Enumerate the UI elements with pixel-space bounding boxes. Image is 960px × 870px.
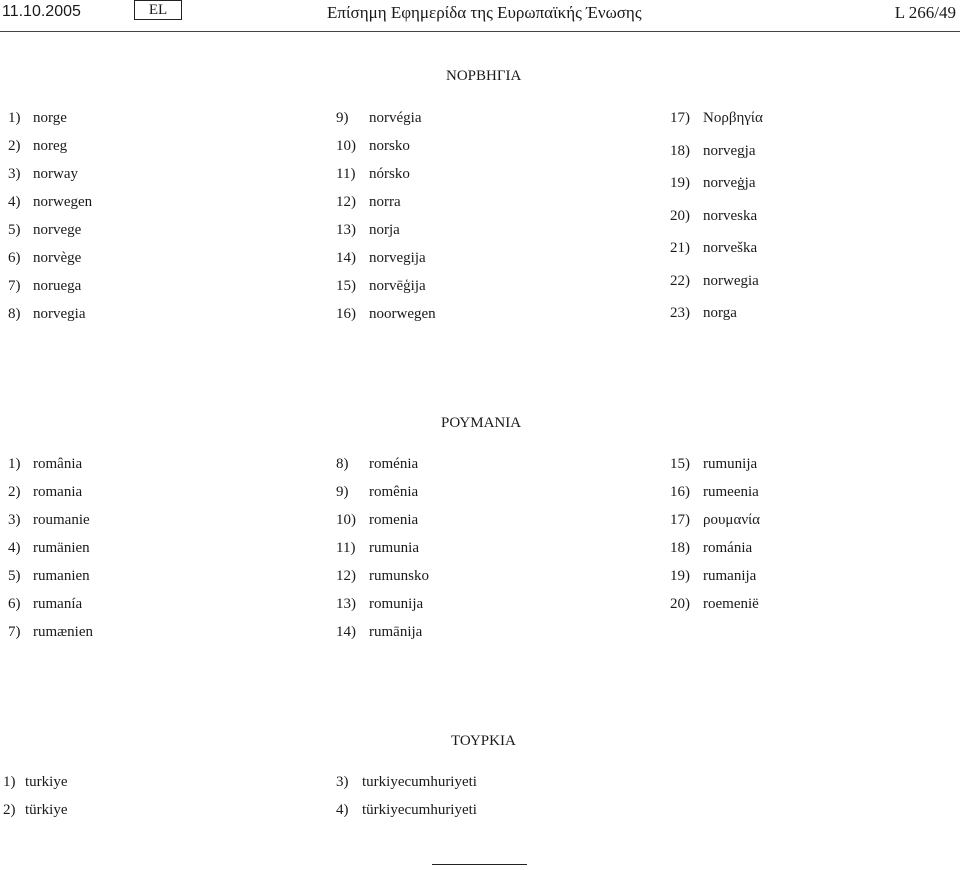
list-item	[336, 110, 421, 127]
item-term: norra	[369, 194, 401, 210]
item-number: 12)	[336, 568, 356, 584]
list-item	[8, 456, 82, 473]
item-term: norveska	[703, 207, 758, 224]
list-item	[8, 540, 90, 557]
list-item	[8, 194, 92, 211]
item-number: 14)	[336, 624, 356, 640]
item-number: 1)	[8, 456, 21, 472]
list-item	[336, 596, 423, 613]
footer-divider	[432, 864, 527, 865]
list-item	[8, 278, 81, 295]
item-number: 16)	[670, 484, 690, 500]
list-item	[3, 802, 68, 819]
item-term: norvegia	[33, 306, 86, 322]
list-item	[336, 774, 477, 791]
list-item	[336, 624, 422, 641]
list-item	[670, 305, 737, 322]
list-item	[670, 240, 757, 257]
item-term: norveġja	[703, 175, 756, 191]
item-term: rumanien	[33, 568, 90, 584]
item-term: roménia	[369, 456, 419, 472]
list-item	[336, 512, 418, 529]
item-term: rumeenia	[703, 484, 759, 500]
item-number: 9)	[336, 484, 349, 500]
item-term: rumänien	[33, 540, 90, 556]
item-number: 18)	[670, 142, 690, 159]
item-term: norge	[33, 110, 67, 126]
item-term: norga	[703, 305, 737, 321]
list-item	[8, 306, 85, 323]
item-term: norvegija	[369, 250, 426, 266]
item-number: 8)	[8, 306, 21, 322]
item-number: 23)	[670, 305, 690, 321]
item-term: romênia	[369, 484, 419, 500]
item-number: 7)	[8, 624, 21, 640]
list-item	[670, 273, 759, 290]
item-term: romunija	[369, 596, 424, 612]
item-number: 21)	[670, 240, 690, 256]
item-term: norvégia	[369, 110, 422, 126]
item-number: 6)	[8, 250, 21, 266]
journal-title: Επίσημη Εφημερίδα της Ευρωπαϊκής Ένωσης	[327, 3, 642, 22]
list-item	[670, 484, 759, 501]
item-term: norvege	[33, 222, 82, 238]
item-term: roemenië	[703, 596, 759, 612]
list-item	[336, 484, 418, 501]
item-term: norwegen	[33, 194, 93, 210]
list-item	[8, 138, 67, 155]
item-number: 7)	[8, 278, 21, 294]
item-term: nórsko	[369, 166, 410, 182]
list-item	[336, 456, 418, 473]
list-item	[336, 540, 419, 557]
item-term: romania	[33, 484, 83, 500]
item-number: 15)	[336, 278, 356, 294]
item-number: 16)	[336, 306, 356, 322]
list-item	[8, 250, 81, 267]
item-term: norveška	[703, 240, 758, 256]
item-number: 2)	[3, 802, 16, 818]
list-item	[8, 110, 67, 127]
item-term: românia	[33, 456, 83, 472]
item-term: románia	[703, 540, 753, 556]
item-number: 19)	[670, 568, 690, 584]
item-term: türkiye	[25, 802, 68, 818]
list-item	[8, 596, 82, 613]
list-item	[670, 596, 759, 613]
item-number: 12)	[336, 194, 356, 210]
item-term: rumanija	[703, 568, 757, 584]
item-number: 22)	[670, 272, 690, 289]
section-title: ΝΟΡΒΗΓΙΑ	[446, 68, 522, 84]
item-term: norway	[33, 166, 78, 182]
list-item	[670, 143, 755, 160]
section-title: ΤΟΥΡΚΙΑ	[451, 733, 516, 749]
list-item	[8, 512, 90, 529]
item-number: 19)	[670, 175, 690, 191]
item-number: 1)	[8, 110, 21, 126]
list-item	[8, 166, 78, 183]
list-item	[670, 208, 757, 225]
list-item	[336, 568, 429, 585]
item-number: 4)	[336, 802, 349, 818]
item-number: 14)	[336, 250, 356, 266]
item-term: turkiye	[25, 774, 68, 790]
item-number: 10)	[336, 138, 356, 154]
header-divider	[0, 31, 960, 32]
item-term: norvège	[33, 250, 82, 266]
item-term: ρουμανία	[703, 512, 760, 528]
item-number: 17)	[670, 110, 690, 126]
item-term: norja	[369, 222, 400, 238]
item-number: 20)	[670, 207, 690, 224]
item-number: 5)	[8, 568, 21, 584]
list-item	[336, 194, 401, 211]
language-code-box: EL	[134, 0, 182, 20]
item-term: rumanía	[33, 596, 83, 612]
section-title: ΡΟΥΜΑΝΙΑ	[441, 415, 522, 431]
list-item	[670, 110, 763, 127]
list-item	[336, 802, 477, 819]
item-number: 11)	[336, 540, 356, 556]
publication-date: 11.10.2005	[2, 3, 81, 20]
list-item	[336, 306, 436, 323]
item-term: norvēģija	[369, 278, 426, 294]
list-item	[8, 568, 90, 585]
item-number: 18)	[670, 540, 690, 556]
item-number: 3)	[8, 512, 21, 528]
list-item	[336, 138, 410, 155]
item-term: turkiyecumhuriyeti	[362, 774, 477, 790]
item-number: 3)	[8, 166, 21, 182]
list-item	[336, 250, 426, 267]
item-term: norvegja	[703, 142, 756, 159]
item-term: noruega	[33, 278, 82, 294]
item-number: 5)	[8, 222, 21, 238]
item-term: roumanie	[33, 512, 90, 528]
item-term: rumunsko	[369, 568, 429, 584]
list-item	[670, 568, 756, 585]
item-number: 4)	[8, 540, 21, 556]
list-item	[3, 774, 68, 791]
item-number: 9)	[336, 110, 349, 126]
item-term: norsko	[369, 138, 410, 154]
item-term: rumænien	[33, 624, 93, 640]
list-item	[8, 484, 82, 501]
item-term: noorwegen	[369, 306, 436, 322]
item-number: 10)	[336, 512, 356, 528]
list-item	[8, 624, 93, 641]
list-item	[670, 175, 755, 192]
item-term: Νορβηγία	[703, 110, 763, 126]
item-term: türkiyecumhuriyeti	[362, 802, 477, 818]
item-term: rumunia	[369, 540, 419, 556]
list-item	[670, 540, 752, 557]
list-item	[670, 456, 757, 473]
item-number: 3)	[336, 774, 349, 790]
item-number: 2)	[8, 138, 21, 154]
item-term: rumunija	[703, 456, 758, 472]
item-term: noreg	[33, 138, 68, 154]
item-number: 11)	[336, 166, 356, 182]
item-number: 6)	[8, 596, 21, 612]
list-item	[336, 222, 400, 239]
item-number: 4)	[8, 194, 21, 210]
page-reference: L 266/49	[894, 3, 956, 22]
item-term: norwegia	[703, 272, 759, 289]
item-term: romenia	[369, 512, 419, 528]
item-number: 13)	[336, 596, 356, 612]
list-item	[336, 278, 426, 295]
list-item	[8, 222, 81, 239]
item-number: 2)	[8, 484, 21, 500]
list-item	[670, 512, 760, 529]
item-number: 8)	[336, 456, 349, 472]
item-term: rumānija	[369, 624, 423, 640]
item-number: 13)	[336, 222, 356, 238]
item-number: 15)	[670, 456, 690, 472]
list-item	[336, 166, 410, 183]
item-number: 1)	[3, 774, 16, 790]
item-number: 20)	[670, 596, 690, 612]
page-header	[0, 0, 960, 32]
item-number: 17)	[670, 512, 690, 528]
